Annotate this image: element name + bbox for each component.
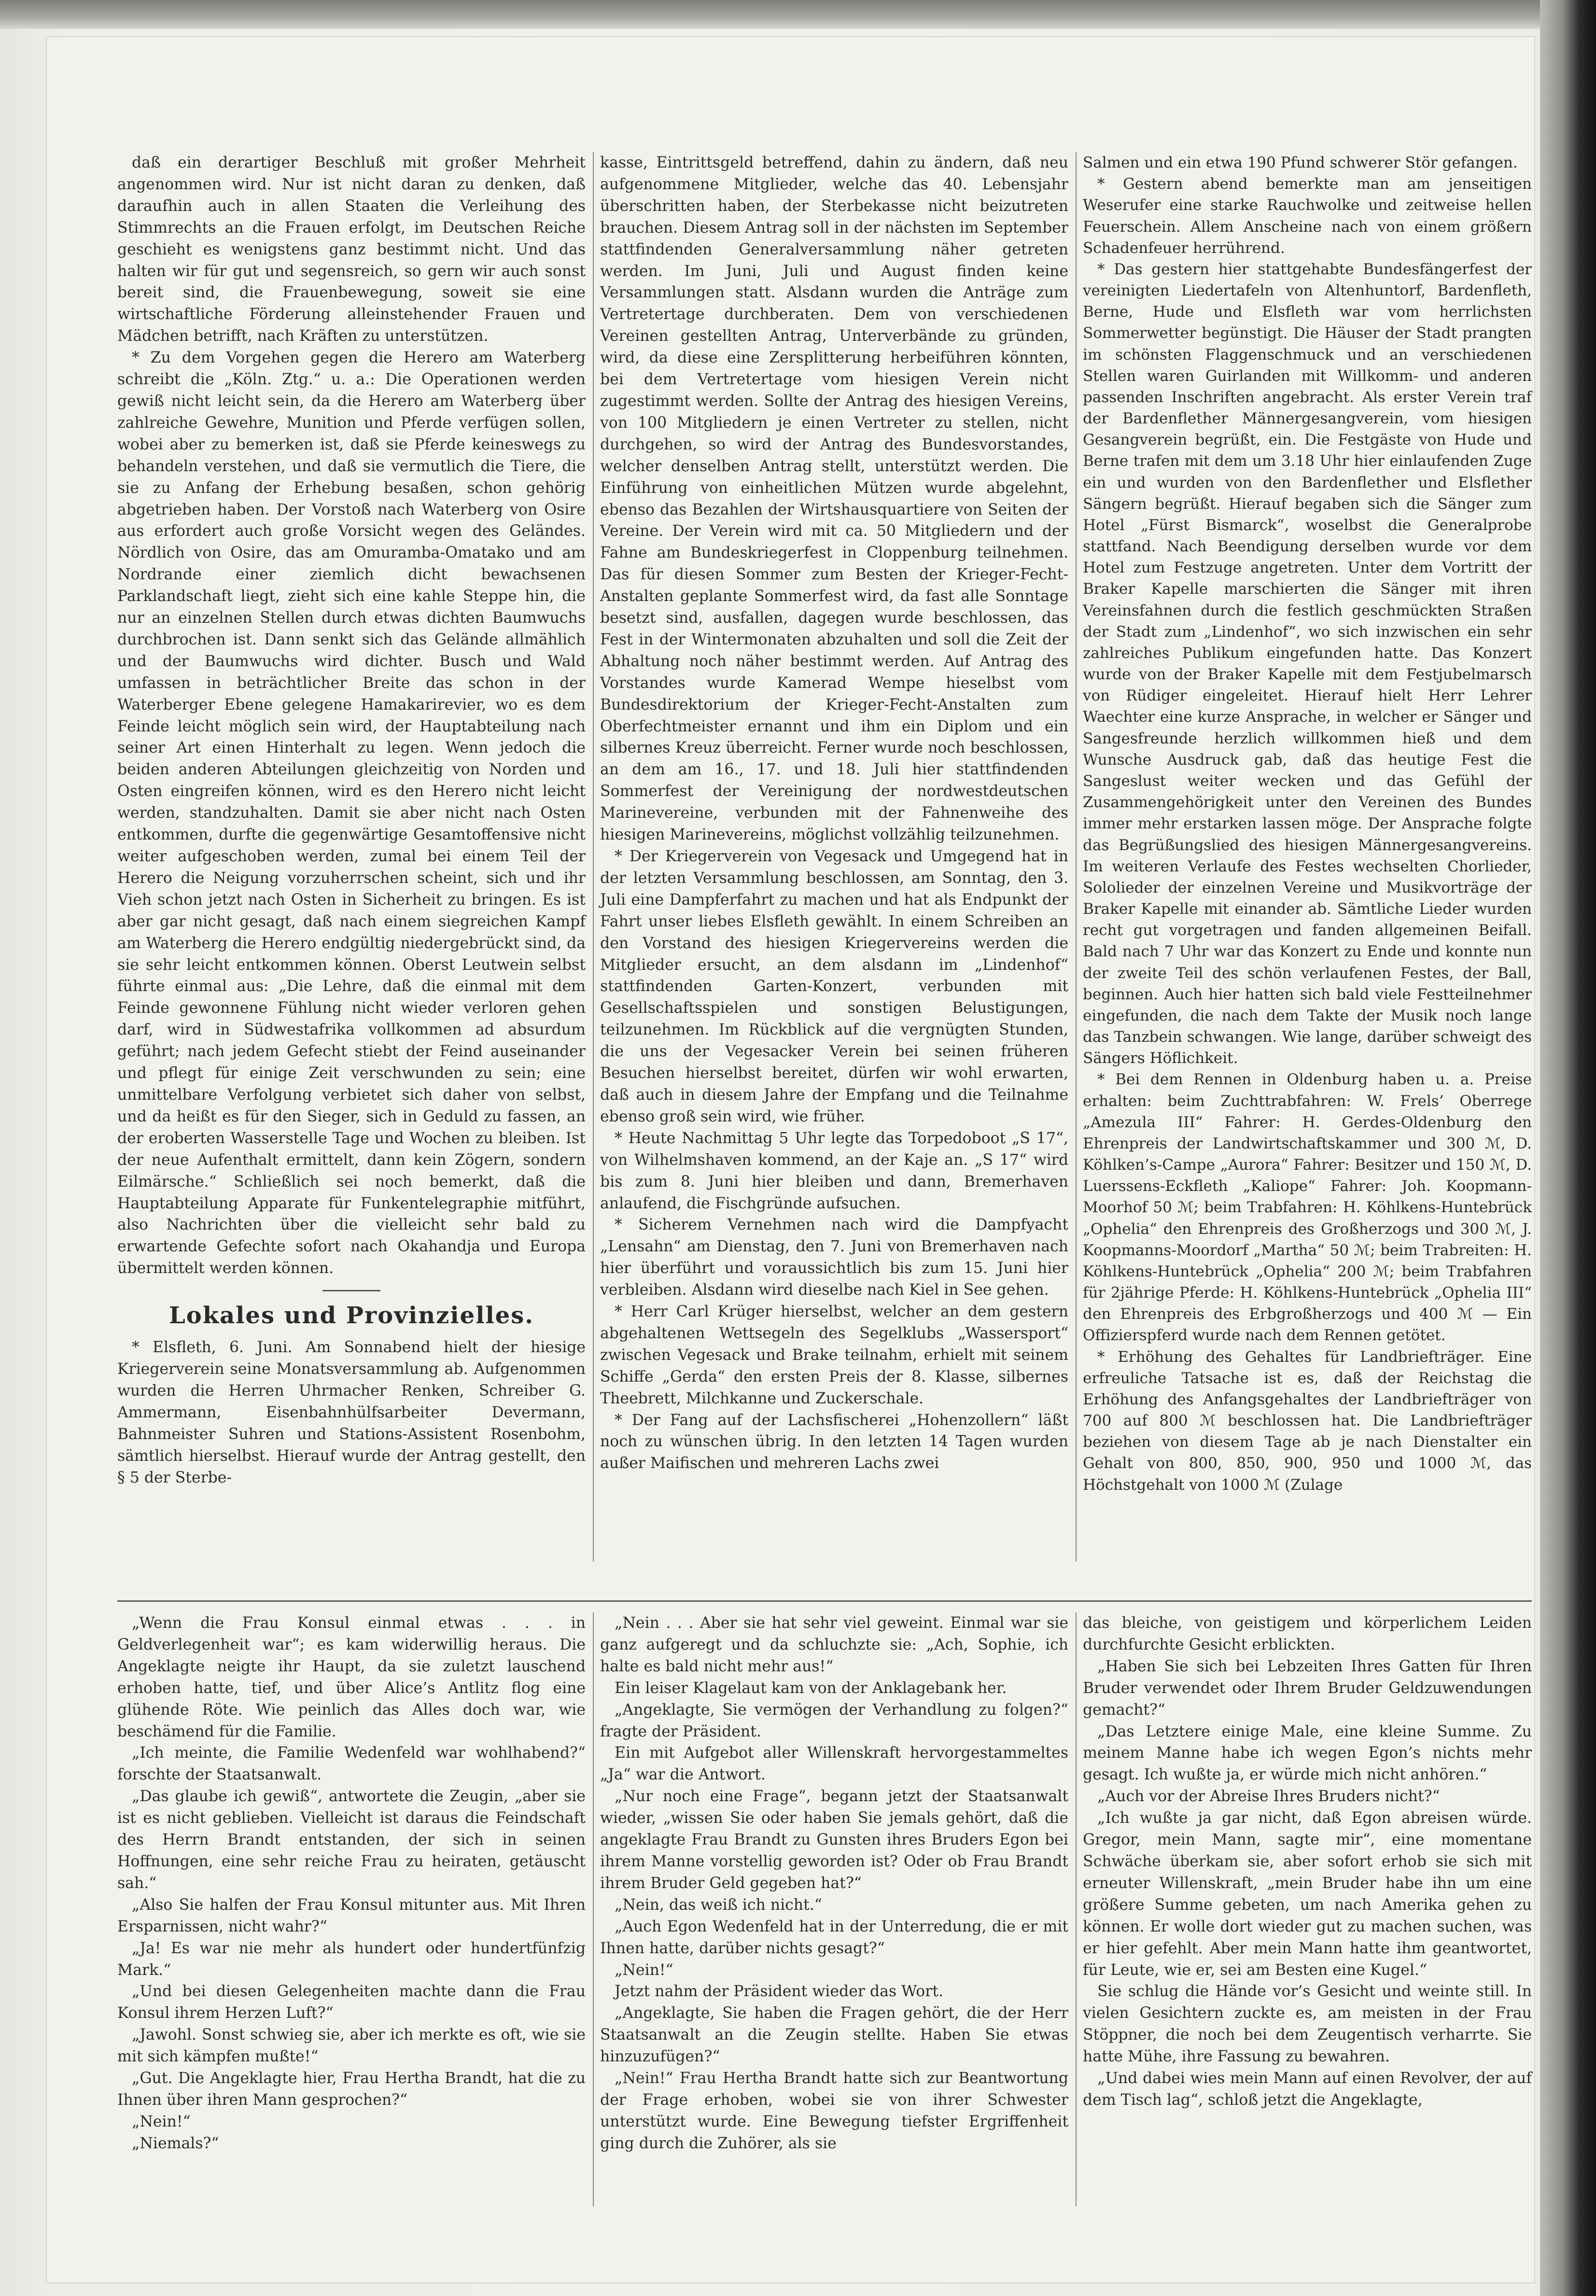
- paragraph: „Ja! Es war nie mehr als hundert oder hundertfünfzig Mark.“: [117, 1939, 586, 1979]
- column-rule: [593, 1612, 594, 2206]
- scan-top-edge: [0, 0, 1596, 29]
- paragraph: „Angeklagte, Sie haben die Fragen gehört, die der Herr Staatsanwalt an die Zeugin stellte. Haben Sie etwas hinzuzufügen?“: [600, 2004, 1068, 2066]
- column-rule: [1076, 152, 1077, 1562]
- serial-column-2: [600, 1612, 1068, 2155]
- paragraph: * Gestern abend bemerkte man am jenseitigen Weserufer eine starke Rauchwolke und zeitweise hellen Feuerschein. Allem Anscheine nach von einem größern Schadenfeuer herrührend.: [1083, 175, 1532, 257]
- column-rule: [1076, 1612, 1077, 2206]
- paragraph: Ein mit Aufgebot aller Willenskraft hervorgestammeltes „Ja“ war die Antwort.: [600, 1744, 1068, 1784]
- article-column-3: [1083, 152, 1532, 1496]
- paragraph: „Niemals?“: [132, 2134, 219, 2152]
- paragraph: „Und dabei wies mein Mann auf einen Revolver, der auf dem Tisch lag“, schloß jetzt die Angeklagte,: [1083, 2070, 1532, 2109]
- paragraph: „Also Sie halfen der Frau Konsul mitunter aus. Mit Ihren Ersparnissen, nicht wahr?“: [117, 1896, 586, 1935]
- newspaper-page: [46, 36, 1535, 2283]
- paragraph: „Auch vor der Abreise Ihres Bruders nicht?“: [1097, 1788, 1440, 1806]
- section-heading: Lokales und Provinzielles.: [169, 1302, 534, 1330]
- paragraph: „Nein, das weiß ich nicht.“: [615, 1896, 822, 1914]
- paragraph: kasse, Eintrittsgeld betreffend, dahin zu ändern, daß neu aufgenommene Mitglieder, welche das 40. Lebensjahr überschritten haben, der Sterbekasse nicht beizutreten brauchen. Diesem Antrag soll in der nächsten im September stattfindenden Generalversammlung näher getreten werden. Im Juni, Juli und August finden keine Versammlungen statt. Alsdann wurden die Anträge zum Vertretertage durchberaten. Dem von verschiedenen Vereinen gestellten Antrag, Unterverbände zu gründen, wird, da diese eine Zersplitterung herbeiführen könnten, bei dem Vertretertage vom hiesigen Verein nicht zugestimmt werden. Sollte der Antrag des hiesigen Vereins, von 100 Mitgliedern je einen Vertreter zu stellen, nicht durchgehen, so wird der Antrag des Bundesvorstandes, welcher denselben Antrag stellt, unterstützt werden. Die Einführung von einheitlichen Mützen wurde abgelehnt, ebenso das Bezahlen der Wirtshausquartiere von Seiten der Vereine. Der Verein wird mit ca. 50 Mitgliedern und der Fahne am Bundeskriegerfest in Cloppenburg teilnehmen. Das für diesen Sommer zum Besten der Krieger-Fecht-Anstalten geplante Sommerfest wird, da fast alle Sonntage besetzt sind, ausfallen, dagegen wurde beschlossen, das Fest in der Wintermonaten abzuhalten und soll die Zeit der Abhaltung noch näher bestimmt werden. Auf Antrag des Vorstandes wurde Kamerad Wempe hieselbst vom Bundesdirektorium der Krieger-Fecht-Anstalten zum Oberfechtmeister ernannt und ihm ein Diplom und ein silbernes Kreuz überreicht. Ferner wurde noch beschlossen, an dem am 16., 17. und 18. Juli hier stattfindenden Sommerfest der Vereinigung der nordwestdeutschen Marinevereine, verbunden mit der Fahnenweihe des hiesigen Marinevereins, möglichst vollzählig teilzunehmen.: [600, 154, 1068, 844]
- serial-column-3: [1083, 1612, 1532, 2111]
- section-divider: [322, 1290, 380, 1291]
- paragraph: * Das gestern hier stattgehabte Bundesfängerfest der vereinigten Liedertafeln von Altenhuntorf, Bardenfleth, Berne, Hude und Elsfleth war vom herrlichsten Sommerwetter begünstigt. Die Häuser der Stadt prangten im schönsten Flaggenschmuck und an verschiedenen Stellen waren Guirlanden mit Willkomm- und anderen passenden Inschriften angebracht. Als erster Verein traf der Bardenflether Männergesangverein, vom hiesigen Gesangverein begrüßt, ein. Die Festgäste von Hude und Berne trafen mit dem um 3.18 Uhr hier einlaufenden Zuge ein und wurden von den Bardenflether und Elsflether Sängern begrüßt. Hierauf begaben sich die Sänger zum Hotel „Fürst Bismarck“, woselbst die Generalprobe stattfand. Nach Beendigung derselben wurde vor dem Hotel zum Festzuge angetreten. Unter dem Vortritt der Braker Kapelle marschierten die Sänger mit ihren Vereinsfahnen durch die festlich geschmückten Straßen der Stadt zum „Lindenhof“, wo sich inzwischen ein sehr zahlreiches Publikum eingefunden hatte. Das Konzert wurde von der Braker Kapelle mit dem Festjubelmarsch von Rüdiger eingeleitet. Hierauf hielt Herr Lehrer Waechter eine kurze Ansprache, in welcher er Sänger und Sangesfreunde herzlich willkommen hieß und dem Wunsche Ausdruck gab, daß das heutige Fest die Sangeslust weiter wecken und das Gefühl der Zusammengehörigkeit unter den Vereinen des Bundes immer mehr erstarken lassen möge. Der Ansprache folgte das Begrüßungslied des hiesigen Männergesangvereins. Im weiteren Verlaufe des Festes wechselten Chorlieder, Sololieder der einzelnen Vereine und Musikvorträge der Braker Kapelle mit einander ab. Sämtliche Lieder wurden recht gut vorgetragen und fanden allgemeinen Beifall. Bald nach 7 Uhr war das Konzert zu Ende und konnte nun der zweite Teil des schön verlaufenen Festes, der Ball, beginnen. Auch hier hatten sich bald viele Festteilnehmer eingefunden, die nach dem Takte der Musik noch lange das Tanzbein schwangen. Wie lange, darüber schweigt des Sängers Höflichkeit.: [1083, 260, 1532, 1067]
- paragraph: „Wenn die Frau Konsul einmal etwas . . . in Geldverlegenheit war“; es kam widerwillig heraus. Die Angeklagte neigte ihr Haupt, da sie zuletzt lauschend erhoben hatte, tief, und über Alice’s Antlitz flog eine glühende Röte. Wie peinlich das Alles doch war, wie beschämend für die Familie.: [117, 1614, 586, 1740]
- serial-column-1: [117, 1612, 586, 2155]
- paragraph: Jetzt nahm der Präsident wieder das Wort.: [615, 1983, 943, 2001]
- paragraph: daß ein derartiger Beschluß mit großer Mehrheit angenommen wird. Nur ist nicht daran zu denken, daß daraufhin auch in allen Staaten die Verleihung des Stimmrechts an die Frauen erfolgt, im Deutschen Reiche geschieht es wenigstens ganz bestimmt nicht. Und das halten wir für gut und segensreich, so gern wir auch sonst bereit sind, die Frauenbewegung, soweit sie eine wirtschaftliche Förderung alleinstehender Frauen und Mädchen betrifft, nach Kräften zu unterstützen.: [117, 154, 586, 345]
- article-column-1: [117, 152, 586, 1488]
- book-binding-edge: [1540, 0, 1596, 2296]
- article-column-2: [600, 152, 1068, 1474]
- paragraph: * Heute Nachmittag 5 Uhr legte das Torpedoboot „S 17“, von Wilhelmshaven kommend, an der Kaje an. „S 17“ wird bis zum 8. Juni hier bleiben und dann, Bremerhaven anlaufend, die Fischgründe aufsuchen.: [600, 1129, 1068, 1212]
- paragraph: * Herr Carl Krüger hierselbst, welcher an dem gestern abgehaltenen Wettsegeln des Segelklubs „Wassersport“ zwischen Vegesack und Brake teilnahm, erhielt mit seinem Schiffe „Gerda“ den ersten Preis der 8. Klasse, silbernes Theebrett, Milchkanne und Zuckerschale.: [600, 1303, 1068, 1407]
- paragraph: „Haben Sie sich bei Lebzeiten Ihres Gatten für Ihren Bruder verwendet oder Ihrem Bruder Geldzuwendungen gemacht?“: [1083, 1657, 1532, 1719]
- paragraph: Sie schlug die Hände vor’s Gesicht und weinte still. In vielen Gesichtern zuckte es, am meisten in der Frau Stöppner, die noch bei dem Zeugentisch verharrte. Sie hatte Mühe, ihre Fassung zu bewahren.: [1083, 1983, 1532, 2066]
- paragraph: „Nein!“ Frau Hertha Brandt hatte sich zur Beantwortung der Frage erhoben, wobei sie von ihrer Schwester unterstützt wurde. Eine Bewegung tiefster Ergriffenheit ging durch die Zuhörer, als sie: [600, 2070, 1068, 2152]
- paragraph: * Der Kriegerverein von Vegesack und Umgegend hat in der letzten Versammlung beschlossen, am Sonntag, den 3. Juli eine Dampferfahrt zu machen und hat als Endpunkt der Fahrt unser liebes Elsfleth gewählt. In einem Schreiben an den Vorstand des hiesigen Kriegervereins werden die Mitglieder ersucht, an dem alsdann im „Lindenhof“ stattfindenden Garten-Konzert, verbunden mit Gesellschaftsspielen und sonstigen Belustigungen, teilzunehmen. Im Rückblick auf die vergnügten Stunden, die uns der Vegesacker Verein bei seinen früheren Besuchen hierselbst bereitet, dürfen wir wohl erwarten, daß auch in diesem Jahre der Empfang und die Teilnahme ebenso groß sein wird, wie früher.: [600, 848, 1068, 1125]
- paragraph: „Ich wußte ja gar nicht, daß Egon abreisen würde. Gregor, mein Mann, sagte mir“, eine momentane Schwäche überkam sie, aber sofort erhob sie sich mit erneuter Willenskraft, „mein Bruder habe ihn um eine größere Summe gebeten, um nach Amerika gehen zu können. Er wolle dort wieder gut zu machen suchen, was er hier gefehlt. Aber mein Mann hatte ihm geantwortet, für Leute, wie er, sei am Besten eine Kugel.“: [1083, 1809, 1532, 1979]
- paragraph: „Jawohl. Sonst schwieg sie, aber ich merkte es oft, wie sie mit sich kämpfen mußte!“: [117, 2026, 586, 2066]
- paragraph: * Der Fang auf der Lachsfischerei „Hohenzollern“ läßt noch zu wünschen übrig. In den letzten 14 Tagen wurden außer Maifischen und mehreren Lachs zwei: [600, 1411, 1068, 1472]
- feuilleton-divider: [117, 1600, 1532, 1602]
- paragraph: „Nein!“: [615, 1961, 673, 1979]
- paragraph: Salmen und ein etwa 190 Pfund schwerer Stör gefangen.: [1083, 154, 1518, 171]
- paragraph: „Auch Egon Wedenfeld hat in der Unterredung, die er mit Ihnen hatte, darüber nichts gesagt?“: [600, 1918, 1068, 1957]
- paragraph: „Das glaube ich gewiß“, antwortete die Zeugin, „aber sie ist es nicht geblieben. Vielleicht ist daraus die Feindschaft des Herrn Brandt entstanden, der sich in seinen Hoffnungen, eine sehr reiche Frau zu heiraten, getäuscht sah.“: [117, 1788, 586, 1892]
- paragraph: „Und bei diesen Gelegenheiten machte dann die Frau Konsul ihrem Herzen Luft?“: [117, 1983, 586, 2022]
- paragraph: * Erhöhung des Gehaltes für Landbriefträger. Eine erfreuliche Tatsache ist es, daß der Reichstag die Erhöhung des Anfangsgehaltes der Landbriefträger von 700 auf 800 ℳ beschlossen hat. Die Landbriefträger beziehen von diesem Tage ab je nach Dienstalter ein Gehalt von 800, 850, 900, 950 und 1000 ℳ, das Höchstgehalt von 1000 ℳ (Zulage: [1083, 1348, 1532, 1494]
- paragraph: * Elsfleth, 6. Juni. Am Sonnabend hielt der hiesige Kriegerverein seine Monatsversammlung ab. Aufgenommen wurden die Herren Uhrmacher Renken, Schreiber G. Ammermann, Eisenbahnhülfsarbeiter Devermann, Bahnmeister Suhren und Stations-Assistent Rosenbohm, sämtlich hierselbst. Hierauf wurde der Antrag gestellt, den § 5 der Sterbe-: [117, 1339, 586, 1486]
- paragraph: „Ich meinte, die Familie Wedenfeld war wohlhabend?“ forschte der Staatsanwalt.: [117, 1744, 586, 1784]
- paragraph: * Zu dem Vorgehen gegen die Herero am Waterberg schreibt die „Köln. Ztg.“ u. a.: Die Operationen werden gewiß nicht leicht sein, da die Herero am Waterberg über zahlreiche Gewehre, Munition und Pferde verfügen sollen, wobei aber zu bemerken ist, daß sie Pferde keineswegs zu behandeln verstehen, und daß sie vermutlich die Tiere, die sie zu Anfang der Erhebung besaßen, schon gehörig abgetrieben haben. Der Vorstoß nach Waterberg von Osire aus erfordert auch große Vorsicht wegen des Geländes. Nördlich von Osire, das am Omuramba-Omatako und am Nordrande einer ziemlich dicht bewachsenen Parklandschaft liegt, zieht sich eine kahle Steppe hin, die nur an einzelnen Stellen durch etwas dichten Baumwuchs durchbrochen ist. Dann senkt sich das Gelände allmählich und der Baumwuchs wird dichter. Busch und Wald umfassen in beträchtlicher Breite das schon in der Waterberger Ebene gelegene Hamakarirevier, wo es dem Feinde leicht möglich sein wird, der Hauptabteilung nach seiner Art einen Hinterhalt zu legen. Wenn jedoch die beiden anderen Abteilungen gleichzeitig von Norden und Osten eingreifen können, wird es den Herero nicht leicht werden, standzuhalten. Damit sie aber nicht nach Osten entkommen, durfte die gegenwärtige Gesamtoffensive nicht weiter aufgeschoben werden, zumal bei einem Teil der Herero die Neigung vorzuherrschen scheint, sich und ihr Vieh schon jetzt nach Osten in Sicherheit zu bringen. Es ist aber gar nicht gesagt, daß nach einem siegreichen Kampf am Waterberg die Herero endgültig niedergebrückt sind, da sie sehr leicht entkommen können. Oberst Leutwein selbst führte einmal aus: „Die Lehre, daß die einmal mit dem Feinde gewonnene Fühlung nicht wieder verloren gehen darf, wird in Südwestafrika vollkommen ad absurdum geführt; nach jedem Gefecht stiebt der Feind auseinander und pflegt für einige Zeit verschwunden zu sein; eine unmittelbare Verfolgung verbietet sich daher von selbst, und da heißt es für den Sieger, sich in Geduld zu fassen, an der eroberten Wasserstelle Tage und Wochen zu bleiben. Ist der neue Aufenthalt ermittelt, dann kein Zögern, sondern Eilmärsche.“ Schließlich sei noch bemerkt, daß die Hauptabteilung Apparate für Funkentelegraphie mitführt, also Nachrichten über die vielleicht sehr bald zu erwartende Gefechte sofort nach Okahandja und Europa übermittelt werden können.: [117, 349, 586, 1277]
- paragraph: „Angeklagte, Sie vermögen der Verhandlung zu folgen?“ fragte der Präsident.: [600, 1701, 1068, 1740]
- paragraph: „Gut. Die Angeklagte hier, Frau Hertha Brandt, hat die zu Ihnen über ihren Mann gesprochen?“: [117, 2070, 586, 2109]
- paragraph: Ein leiser Klagelaut kam von der Anklagebank her.: [615, 1679, 1007, 1697]
- paragraph: „Nein!“: [132, 2113, 191, 2130]
- paragraph: „Nur noch eine Frage“, begann jetzt der Staatsanwalt wieder, „wissen Sie oder haben Sie jemals gehört, daß die angeklagte Frau Brandt zu Gunsten ihres Bruders Egon bei ihrem Manne vorstellig geworden ist? Oder ob Frau Brandt ihrem Bruder Geld gegeben hat?“: [600, 1788, 1068, 1892]
- paragraph: * Sicherem Vernehmen nach wird die Dampfyacht „Lensahn“ am Dienstag, den 7. Juni von Bremerhaven nach hier überführt und voraussichtlich bis zum 15. Juni hier verbleiben. Alsdann wird dieselbe nach Kiel in See gehen.: [600, 1216, 1068, 1299]
- paragraph: das bleiche, von geistigem und körperlichem Leiden durchfurchte Gesicht erblickten.: [1083, 1614, 1532, 1653]
- paragraph: * Bei dem Rennen in Oldenburg haben u. a. Preise erhalten: beim Zuchttrabfahren: W. Frels’ Oberrege „Amezula III“ Fahrer: H. Gerdes-Oldenburg den Ehrenpreis der Landwirtschaftskammer und 300 ℳ, D. Köhlken’s-Campe „Aurora“ Fahrer: Besitzer und 150 ℳ, D. Luerssens-Eckfleth „Kaliope“ Fahrer: Joh. Koopmann-Moorhof 50 ℳ; beim Trabfahren: H. Köhlkens-Huntebrück „Ophelia“ den Ehrenpreis des Großherzogs und 300 ℳ, J. Koopmanns-Moordorf „Martha“ 50 ℳ; beim Trabreiten: H. Köhlkens-Huntebrück „Ophelia“ 200 ℳ; beim Trabfahren für 2jährige Pferde: H. Köhlkens-Huntebrück „Ophelia III“ den Ehrenpreis des Erbgroßherzogs und 400 ℳ — Ein Offizierspferd wurde nach dem Rennen getötet.: [1083, 1071, 1532, 1344]
- paragraph: „Nein . . . Aber sie hat sehr viel geweint. Einmal war sie ganz aufgeregt und da schluchzte sie: „Ach, Sophie, ich halte es bald nicht mehr aus!“: [600, 1614, 1068, 1675]
- column-rule: [593, 152, 594, 1562]
- paragraph: „Das Letztere einige Male, eine kleine Summe. Zu meinem Manne habe ich wegen Egon’s nichts mehr gesagt. Ich wußte ja, er würde mich nicht anhören.“: [1083, 1722, 1532, 1784]
